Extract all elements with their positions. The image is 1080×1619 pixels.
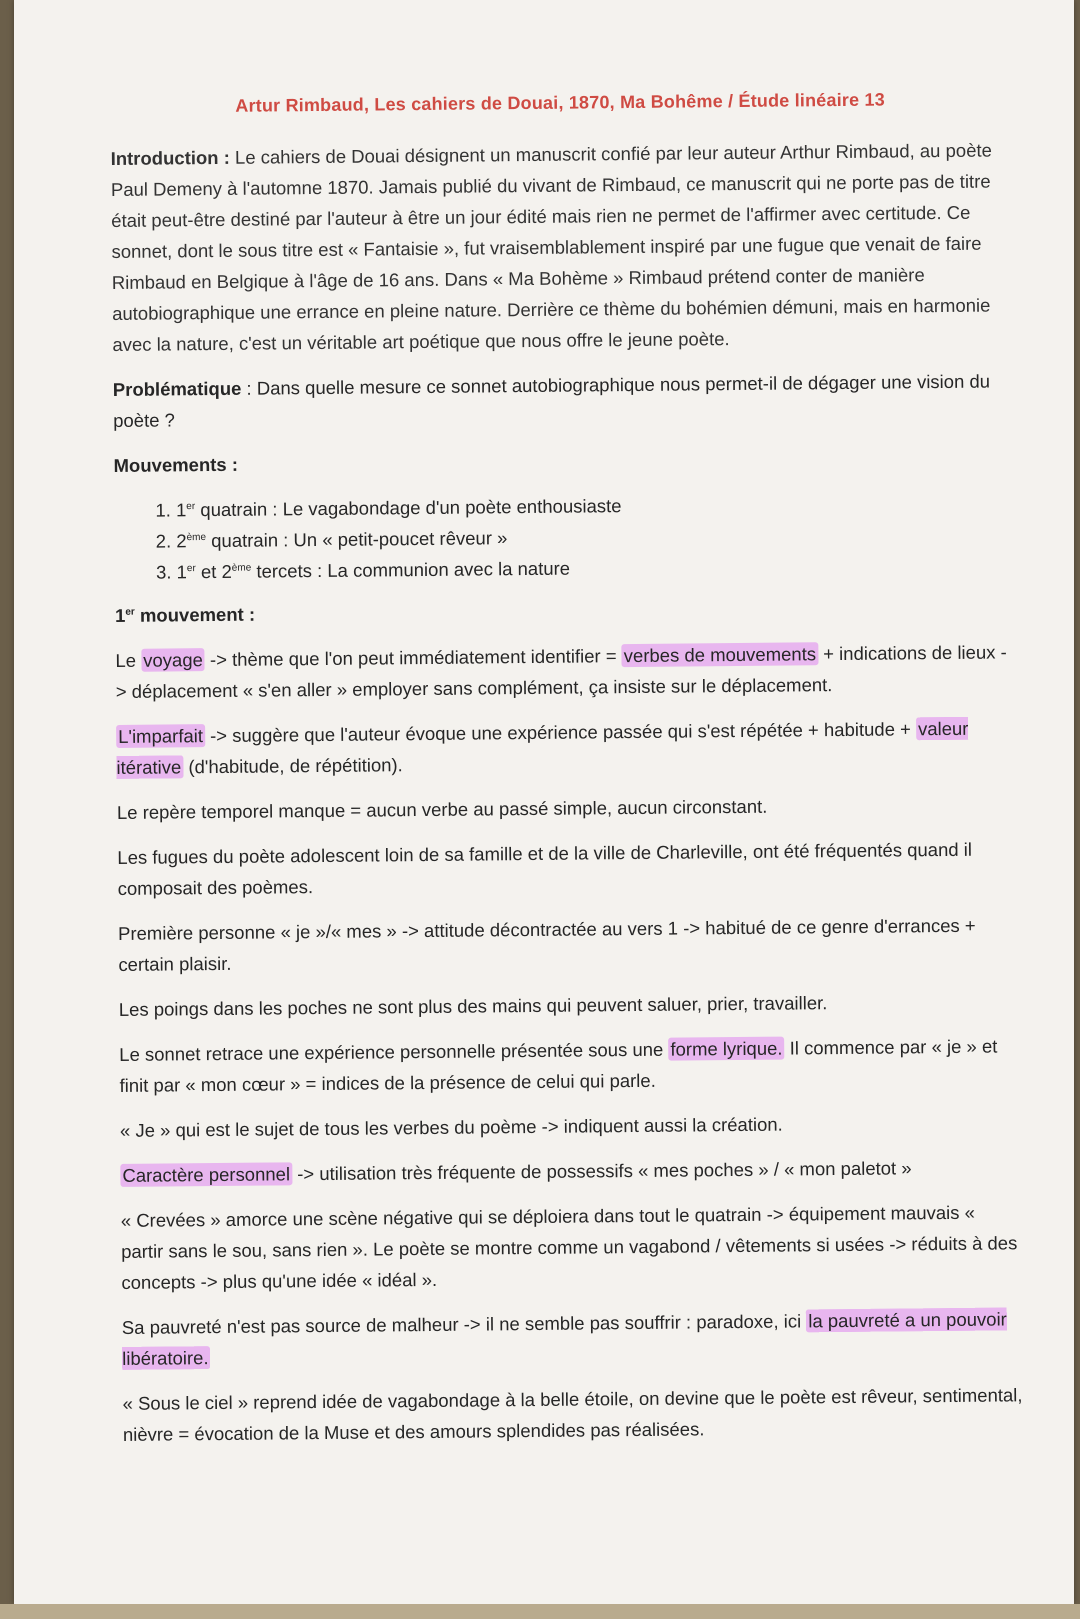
paragraph-premiere-personne: Première personne « je »/« mes » -> attitude décontractée au vers 1 -> habitué de ce genre d'errances + certain plaisir.: [117, 914, 976, 975]
highlight-imparfait: L'imparfait: [116, 724, 205, 748]
paragraph-imparfait: L'imparfait -> suggère que l'auteur évoque une expérience passée qui s'est répétée + habitude + valeur itérative (d'habitude, de répétition).: [116, 717, 969, 778]
introduction-paragraph: [110, 134, 1012, 360]
highlight-forme-lyrique: forme lyrique.: [668, 1037, 784, 1061]
paragraph-pauvrete: Sa pauvreté n'est pas source de malheur -> il ne semble pas souffrir : paradoxe, ici la pauvreté a un pouvoir libératoire.: [121, 1308, 1007, 1369]
highlight-voyage: voyage: [141, 648, 205, 672]
list-item: 3. 1er et 2ème tercets : La communion avec la nature: [176, 548, 1014, 587]
list-item: 1. 1er quatrain : Le vagabondage d'un poète enthousiaste: [176, 486, 1014, 525]
paragraph-sonnet-lyrique: Le sonnet retrace une expérience personnelle présentée sous une forme lyrique. Il commence par « je » et finit par « mon cœur » = indices de la présence de celui qui parle.: [119, 1035, 998, 1096]
highlight-verbes-mouvements: verbes de mouvements: [622, 642, 819, 667]
paragraph-fugues: Les fugues du poète adolescent loin de sa famille et de la ville de Charleville, ont été fréquentés quand il composait des poèmes.: [117, 838, 973, 899]
paragraph-voyage: Le voyage -> thème que l'on peut immédiatement identifier = verbes de mouvements + indications de lieux -> déplacement « s'en aller » employer sans complément, ça insiste sur le déplacement.: [115, 641, 1007, 702]
table-surface: [0, 1604, 1080, 1619]
highlight-caractere-personnel: Caractère personnel: [120, 1162, 292, 1187]
document-title: Artur Rimbaud, Les cahiers de Douai, 1870, Ma Bohême / Étude linéaire 13: [235, 89, 886, 116]
paragraph-crevees: « Crevées » amorce une scène négative qui se déploiera dans tout le quatrain -> équipement mauvais « partir sans le sou, sans rien ». Le poète se montre comme un vagabond / vêtements si usées -> réduits à des concepts -> plus qu'une idée « idéal ».: [120, 1201, 1018, 1293]
paragraph-repere-temporel: Le repère temporel manque = aucun verbe au passé simple, aucun circonstant.: [116, 795, 768, 823]
problematique-text: : Dans quelle mesure ce sonnet autobiographique nous permet-il de dégager une vision du poète ?: [113, 370, 991, 431]
mouvements-list: [114, 486, 1015, 588]
paper-sheet: [14, 0, 1074, 1604]
paragraph-je-sujet: « Je » qui est le sujet de tous les verbes du poème -> indiquent aussi la création.: [119, 1113, 783, 1141]
paragraph-caractere-personnel: Caractère personnel -> utilisation très fréquente de possessifs « mes poches » / « mon paletot »: [120, 1151, 1020, 1191]
list-item: 2. 2ème quatrain : Un « petit-poucet rêveur »: [176, 517, 1014, 556]
section-heading-mouvement-1: 1er mouvement :: [114, 603, 256, 626]
problematique-label: Problématique: [112, 377, 242, 400]
mouvements-heading: Mouvements :: [113, 453, 239, 476]
introduction-text: Le cahiers de Douai désignent un manuscrit confié par leur auteur Arthur Rimbaud, au poète Paul Demeny à l'automne 1870. Jamais publié du vivant de Rimbaud, ce manuscrit qui ne porte pas de titre était peut-être destiné par l'auteur à être un jour édité mais rien ne permet de l'affirmer avec certitude. Ce sonnet, dont le sous titre est « Fantaisie », fut vraisemblablement inspiré par une fugue que venait de faire Rimbaud en Belgique à l'âge de 16 ans. Dans « Ma Bohème » Rimbaud prétend conter de manière autobiographique une errance en pleine nature. Derrière ce thème du bohémien démuni, mais en harmonie avec la nature, c'est un véritable art poétique que nous offre le jeune poète.: [110, 139, 992, 355]
highlight-valeur-iterative: valeur itérative: [116, 717, 969, 778]
introduction-label: Introduction :: [110, 146, 230, 169]
highlight-pauvrete-liberatoire: la pauvreté a un pouvoir libératoire.: [122, 1308, 1007, 1369]
problematique-paragraph: [113, 365, 1014, 436]
paragraph-poings: Les poings dans les poches ne sont plus des mains qui peuvent saluer, prier, travailler.: [118, 992, 828, 1020]
paragraph-sous-le-ciel: « Sous le ciel » reprend idée de vagabondage à la belle étoile, on devine que le poète est rêveur, sentimental, nièvre = évocation de la Muse et des amours splendides pas réalisées.: [122, 1384, 1023, 1445]
document-content: [110, 83, 1023, 1464]
